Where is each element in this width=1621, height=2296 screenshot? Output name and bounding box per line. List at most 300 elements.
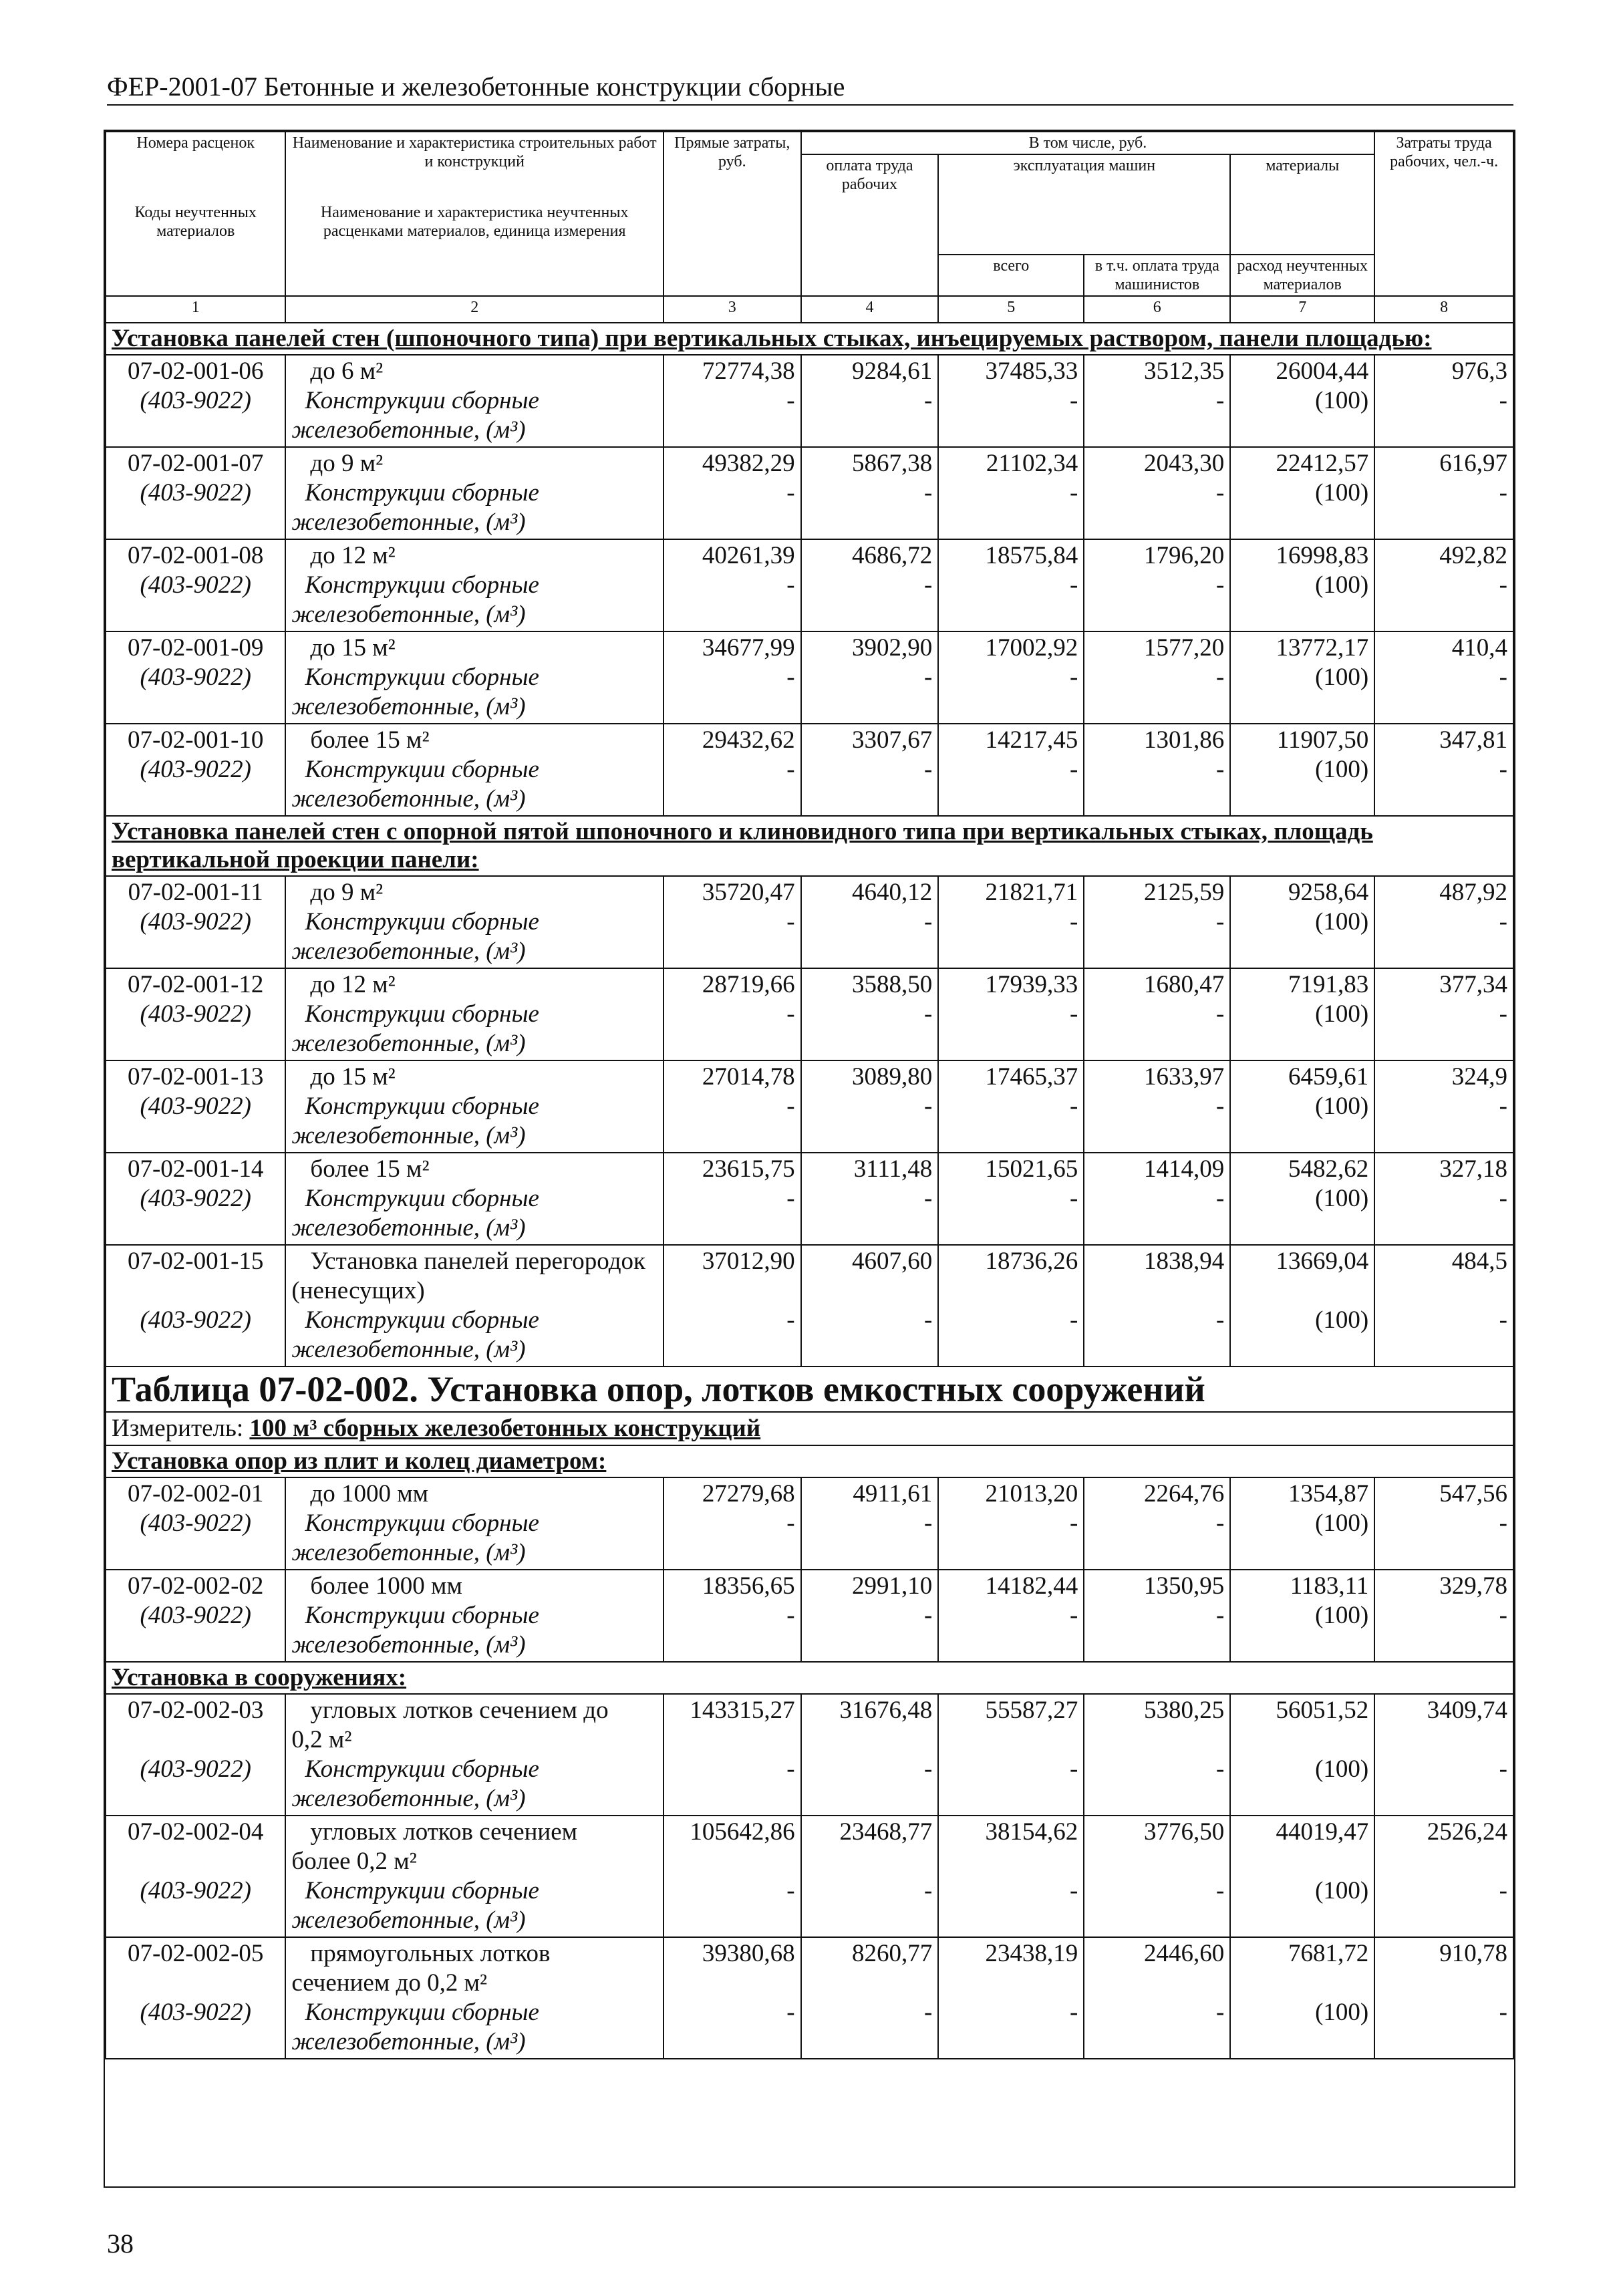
machinists-pay: 1414,09 (1144, 1155, 1225, 1183)
rate-code: 07-02-002-01 (127, 1480, 264, 1508)
direct-cost-extra: - (786, 1093, 795, 1120)
materials: 1183,11 (1290, 1572, 1369, 1600)
work-name-cell (285, 447, 664, 539)
direct-cost: 27014,78 (702, 1063, 795, 1091)
materials-cell (1230, 539, 1374, 631)
machines-total-extra: - (1069, 479, 1078, 507)
labor-hours-extra: - (1499, 571, 1507, 599)
work-name-cell (285, 1245, 664, 1367)
col-total-header: всего (938, 255, 1084, 296)
labor-pay: 4640,12 (852, 879, 933, 906)
machinists-pay-cell (1084, 447, 1230, 539)
section-title: Установка панелей стен (шпоночного типа) при вертикальных стыках, инъецируемых раствором, панели площадью: (112, 325, 1432, 352)
labor-pay: 4686,72 (852, 542, 933, 569)
materials-extra: (100) (1315, 1602, 1369, 1629)
machines-total-cell (938, 1570, 1084, 1662)
spacer (1236, 1725, 1368, 1755)
rate-code: 07-02-001-06 (127, 357, 264, 385)
labor-hours-cell (1374, 539, 1513, 631)
column-number: 2 (285, 296, 664, 323)
machines-total-cell (938, 1153, 1084, 1245)
work-name: угловых лотков сечением (310, 1818, 578, 1846)
machines-total: 38154,62 (985, 1818, 1078, 1846)
column-number: 4 (801, 296, 939, 323)
labor-hours-cell (1374, 1937, 1513, 2059)
materials: 7681,72 (1288, 1940, 1369, 1967)
col-name-header: Наименование и характеристика строительных работ и конструкций Наименование и характеристика неучтенных расценками материалов, единица измерения (285, 132, 664, 296)
direct-cost-cell (664, 1816, 801, 1937)
materials-extra: (100) (1315, 756, 1369, 783)
work-name: до 9 м² (310, 450, 384, 477)
direct-cost-cell (664, 1245, 801, 1367)
machinists-pay: 2043,30 (1144, 450, 1225, 477)
direct-cost-cell (664, 1570, 801, 1662)
direct-cost-extra: - (786, 1510, 795, 1537)
machines-total: 17002,92 (985, 634, 1078, 662)
col-machinists-header: в т.ч. оплата труда машинистов (1084, 255, 1230, 296)
direct-cost-extra: - (786, 1877, 795, 1904)
labor-hours-extra: - (1499, 908, 1507, 936)
spacer (944, 1969, 1078, 1998)
machinists-pay-extra: - (1215, 479, 1225, 507)
table-row (106, 539, 1513, 631)
labor-pay-extra: - (923, 571, 933, 599)
material-code: (403-9022) (140, 1000, 251, 1028)
labor-hours: 547,56 (1439, 1480, 1507, 1508)
materials-cell (1230, 1477, 1374, 1570)
materials: 16998,83 (1276, 542, 1369, 569)
labor-pay-extra: - (923, 1999, 933, 2026)
machinists-pay-extra: - (1215, 1306, 1225, 1334)
section-heading (106, 1445, 1513, 1477)
work-name-cell (285, 1937, 664, 2059)
material-code: (403-9022) (140, 1602, 251, 1629)
direct-cost-cell (664, 1477, 801, 1570)
materials: 13772,17 (1276, 634, 1369, 662)
labor-hours: 976,3 (1451, 357, 1507, 385)
materials-cell (1230, 631, 1374, 724)
labor-hours-extra: - (1499, 664, 1507, 691)
work-name-cont: (ненесущих) (291, 1277, 425, 1304)
materials-cell (1230, 1694, 1374, 1816)
section-title: Установка в сооружениях: (112, 1664, 407, 1691)
rate-code: 07-02-002-04 (127, 1818, 264, 1846)
labor-pay-extra: - (923, 1093, 933, 1120)
machinists-pay-extra: - (1215, 1877, 1225, 1904)
material-name: Конструкции сборные (305, 1306, 539, 1334)
materials: 7191,83 (1288, 971, 1369, 998)
spacer (670, 1969, 795, 1998)
column-number: 1 (106, 296, 285, 323)
materials-cell (1230, 447, 1374, 539)
machinists-pay: 5380,25 (1144, 1697, 1225, 1724)
labor-pay: 3089,80 (852, 1063, 933, 1091)
material-unit: железобетонные, (м³) (291, 1785, 526, 1812)
materials: 9258,64 (1288, 879, 1369, 906)
material-name: Конструкции сборные (305, 1185, 539, 1212)
labor-pay-extra: - (923, 387, 933, 414)
labor-pay: 4911,61 (853, 1480, 933, 1508)
work-name-cell (285, 1153, 664, 1245)
machines-total: 23438,19 (985, 1940, 1078, 1967)
material-name: Конструкции сборные (305, 1877, 539, 1904)
material-unit: железобетонные, (м³) (291, 509, 526, 536)
direct-cost: 27279,68 (702, 1480, 795, 1508)
material-code: (403-9022) (140, 1999, 251, 2026)
col-labor-costs-header: Затраты труда рабочих, чел.-ч. (1374, 132, 1513, 296)
table-row (106, 968, 1513, 1060)
direct-cost-extra: - (786, 756, 795, 783)
rate-code-cell (106, 1570, 285, 1662)
rate-code: 07-02-001-12 (127, 971, 264, 998)
machines-total-cell (938, 1937, 1084, 2059)
labor-pay-extra: - (923, 479, 933, 507)
machines-total: 21102,34 (986, 450, 1078, 477)
spacer (807, 1276, 933, 1306)
machinists-pay-cell (1084, 1570, 1230, 1662)
material-name: Конструкции сборные (305, 1000, 539, 1028)
material-code: (403-9022) (140, 1510, 251, 1537)
section-title: Установка панелей стен с опорной пятой шпоночного и клиновидного типа при вертикальных стыках, площадь вертикальной проекции панели: (112, 818, 1373, 873)
machinists-pay-cell (1084, 1816, 1230, 1937)
labor-hours: 487,92 (1439, 879, 1507, 906)
material-name: Конструкции сборные (305, 1999, 539, 2026)
materials: 1354,87 (1288, 1480, 1369, 1508)
materials-extra: (100) (1315, 479, 1369, 507)
machines-total-extra: - (1069, 1093, 1078, 1120)
table-row (106, 1477, 1513, 1570)
machinists-pay-extra: - (1215, 756, 1225, 783)
direct-cost-cell (664, 1694, 801, 1816)
machinists-pay-extra: - (1215, 908, 1225, 936)
rate-code: 07-02-001-07 (127, 450, 264, 477)
materials-extra: (100) (1315, 1755, 1369, 1783)
machines-total-extra: - (1069, 571, 1078, 599)
direct-cost-extra: - (786, 1602, 795, 1629)
labor-hours-cell (1374, 1694, 1513, 1816)
labor-hours-extra: - (1499, 1999, 1507, 2026)
direct-cost-cell (664, 447, 801, 539)
machines-total-extra: - (1069, 756, 1078, 783)
spacer (1380, 1847, 1507, 1876)
machines-total: 14182,44 (985, 1572, 1078, 1600)
materials-cell (1230, 1153, 1374, 1245)
machinists-pay-extra: - (1215, 1000, 1225, 1028)
machinists-pay-extra: - (1215, 1755, 1225, 1783)
labor-hours: 327,18 (1439, 1155, 1507, 1183)
labor-hours-cell (1374, 355, 1513, 447)
machinists-pay-cell (1084, 1477, 1230, 1570)
machinists-pay-cell (1084, 1937, 1230, 2059)
labor-hours: 410,4 (1451, 634, 1507, 662)
labor-hours: 910,78 (1439, 1940, 1507, 1967)
machinists-pay-cell (1084, 876, 1230, 968)
materials: 13669,04 (1276, 1248, 1369, 1275)
labor-pay-cell (801, 631, 939, 724)
material-name: Конструкции сборные (305, 664, 539, 691)
materials-extra: (100) (1315, 1999, 1369, 2026)
machinists-pay: 2125,59 (1144, 879, 1225, 906)
machines-total-cell (938, 1816, 1084, 1937)
direct-cost-extra: - (786, 1999, 795, 2026)
direct-cost-extra: - (786, 387, 795, 414)
work-name-cell (285, 631, 664, 724)
spacer (112, 1725, 279, 1755)
materials-extra: (100) (1315, 1093, 1369, 1120)
machines-total: 21013,20 (985, 1480, 1078, 1508)
direct-cost-cell (664, 355, 801, 447)
table-body-07-02-002 (106, 1445, 1513, 2059)
section-heading (106, 816, 1513, 876)
section-title: Установка опор из плит и колец диаметром: (112, 1447, 607, 1475)
direct-cost-cell (664, 539, 801, 631)
machines-total-extra: - (1069, 1185, 1078, 1212)
table-body-07-02-001 (106, 323, 1513, 1367)
labor-pay-extra: - (923, 1000, 933, 1028)
machines-total-extra: - (1069, 1877, 1078, 1904)
work-name: до 6 м² (310, 357, 384, 385)
labor-hours: 347,81 (1439, 726, 1507, 754)
spacer (670, 1847, 795, 1876)
labor-pay: 4607,60 (852, 1248, 933, 1275)
direct-cost: 40261,39 (702, 542, 795, 569)
labor-hours-cell (1374, 447, 1513, 539)
rate-code-cell (106, 724, 285, 816)
labor-hours-extra: - (1499, 1755, 1507, 1783)
direct-cost-extra: - (786, 571, 795, 599)
labor-pay: 3588,50 (852, 971, 933, 998)
work-name: до 12 м² (310, 542, 396, 569)
material-code: (403-9022) (140, 387, 251, 414)
rate-code: 07-02-001-15 (127, 1248, 264, 1275)
rate-code-cell (106, 1245, 285, 1367)
material-name: Конструкции сборные (305, 479, 539, 507)
labor-hours-cell (1374, 1816, 1513, 1937)
rate-code: 07-02-001-08 (127, 542, 264, 569)
col-codes-header: Номера расценок Коды неучтенных материалов (106, 132, 285, 296)
rate-code-cell (106, 1816, 285, 1937)
labor-hours-cell (1374, 1477, 1513, 1570)
machinists-pay-cell (1084, 355, 1230, 447)
work-name: до 9 м² (310, 879, 384, 906)
work-name-cont: сечением до 0,2 м² (291, 1969, 488, 1997)
price-table-frame (104, 130, 1515, 2188)
labor-hours-extra: - (1499, 1185, 1507, 1212)
materials-extra: (100) (1315, 1185, 1369, 1212)
work-name-cell (285, 1060, 664, 1153)
labor-pay: 2991,10 (852, 1572, 933, 1600)
spacer (944, 1847, 1078, 1876)
machines-total-extra: - (1069, 1602, 1078, 1629)
labor-hours: 484,5 (1451, 1248, 1507, 1275)
labor-hours-extra: - (1499, 1510, 1507, 1537)
labor-pay: 23468,77 (839, 1818, 933, 1846)
rate-code-cell (106, 876, 285, 968)
labor-pay-cell (801, 355, 939, 447)
labor-pay: 8260,77 (852, 1940, 933, 1967)
direct-cost-extra: - (786, 1755, 795, 1783)
rate-code-cell (106, 1060, 285, 1153)
labor-hours-cell (1374, 1153, 1513, 1245)
material-code: (403-9022) (140, 756, 251, 783)
material-code: (403-9022) (140, 1306, 251, 1334)
spacer (670, 1276, 795, 1306)
labor-hours-cell (1374, 724, 1513, 816)
machines-total: 37485,33 (985, 357, 1078, 385)
column-number: 6 (1084, 296, 1230, 323)
labor-hours-extra: - (1499, 1877, 1507, 1904)
work-name: более 1000 мм (310, 1572, 462, 1600)
column-number: 3 (664, 296, 801, 323)
labor-hours-cell (1374, 1060, 1513, 1153)
work-name: до 15 м² (310, 1063, 396, 1091)
material-name: Конструкции сборные (305, 571, 539, 599)
machines-total: 18575,84 (985, 542, 1078, 569)
material-code: (403-9022) (140, 1755, 251, 1783)
materials-extra: (100) (1315, 571, 1369, 599)
work-name-cont: более 0,2 м² (291, 1848, 417, 1875)
direct-cost-extra: - (786, 1000, 795, 1028)
labor-hours-extra: - (1499, 1093, 1507, 1120)
rate-code: 07-02-001-11 (128, 879, 263, 906)
work-name: более 15 м² (310, 1155, 430, 1183)
materials-extra: (100) (1315, 1000, 1369, 1028)
machines-total-extra: - (1069, 387, 1078, 414)
machines-total-extra: - (1069, 1999, 1078, 2026)
labor-pay: 5867,38 (852, 450, 933, 477)
material-code: (403-9022) (140, 1093, 251, 1120)
material-unit: железобетонные, (м³) (291, 1539, 526, 1566)
rate-code-cell (106, 968, 285, 1060)
machines-total-extra: - (1069, 1306, 1078, 1334)
spacer (1090, 1969, 1224, 1998)
column-numbers-row (106, 296, 1513, 323)
labor-pay-cell (801, 1694, 939, 1816)
labor-pay: 9284,61 (852, 357, 933, 385)
machines-total-cell (938, 631, 1084, 724)
col-mat-consumption-header: расход неучтенных материалов (1230, 255, 1374, 296)
materials-cell (1230, 968, 1374, 1060)
materials-extra: (100) (1315, 1510, 1369, 1537)
rate-code-cell (106, 1694, 285, 1816)
section-heading-row (106, 816, 1513, 876)
material-unit: железобетонные, (м³) (291, 1336, 526, 1363)
labor-hours: 377,34 (1439, 971, 1507, 998)
labor-pay: 3111,48 (853, 1155, 933, 1183)
work-name-cont: 0,2 м² (291, 1726, 352, 1753)
machines-total: 55587,27 (985, 1697, 1078, 1724)
direct-cost: 72774,38 (702, 357, 795, 385)
material-unit: железобетонные, (м³) (291, 693, 526, 720)
direct-cost-extra: - (786, 1306, 795, 1334)
spacer (1236, 1276, 1368, 1306)
labor-pay-extra: - (923, 664, 933, 691)
materials: 26004,44 (1276, 357, 1369, 385)
table-meter: Измеритель: 100 м³ сборных железобетонных конструкций (106, 1412, 1513, 1445)
material-code: (403-9022) (140, 1877, 251, 1904)
rate-code-cell (106, 539, 285, 631)
materials-extra: (100) (1315, 387, 1369, 414)
section-heading-row (106, 323, 1513, 355)
table-row (106, 1937, 1513, 2059)
direct-cost-cell (664, 1060, 801, 1153)
machines-total-cell (938, 1694, 1084, 1816)
machinists-pay: 1301,86 (1144, 726, 1225, 754)
labor-hours: 324,9 (1451, 1063, 1507, 1091)
work-name: до 1000 мм (310, 1480, 429, 1508)
machinists-pay-cell (1084, 1060, 1230, 1153)
labor-hours: 616,97 (1439, 450, 1507, 477)
materials-cell (1230, 1060, 1374, 1153)
materials: 6459,61 (1288, 1063, 1369, 1091)
machinists-pay-extra: - (1215, 571, 1225, 599)
direct-cost: 49382,29 (702, 450, 795, 477)
labor-hours-cell (1374, 968, 1513, 1060)
labor-pay-cell (801, 1245, 939, 1367)
work-name-cell (285, 1570, 664, 1662)
section-heading-row (106, 1445, 1513, 1477)
labor-hours-extra: - (1499, 1000, 1507, 1028)
work-name-cell (285, 1816, 664, 1937)
materials-cell (1230, 1570, 1374, 1662)
price-table (105, 131, 1514, 2059)
work-name: до 15 м² (310, 634, 396, 662)
labor-pay: 3307,67 (852, 726, 933, 754)
work-name-cell (285, 876, 664, 968)
table-row (106, 447, 1513, 539)
machines-total-extra: - (1069, 1000, 1078, 1028)
labor-pay-cell (801, 1060, 939, 1153)
direct-cost-cell (664, 876, 801, 968)
rate-code: 07-02-002-02 (127, 1572, 264, 1600)
machinists-pay-extra: - (1215, 664, 1225, 691)
rate-code: 07-02-002-03 (127, 1697, 264, 1724)
rate-code-cell (106, 1937, 285, 2059)
section-heading (106, 1662, 1513, 1694)
table-row (106, 631, 1513, 724)
machines-total-cell (938, 1477, 1084, 1570)
direct-cost: 37012,90 (702, 1248, 795, 1275)
machines-total-cell (938, 876, 1084, 968)
labor-pay-cell (801, 447, 939, 539)
labor-hours-extra: - (1499, 1602, 1507, 1629)
materials-cell (1230, 1245, 1374, 1367)
col-machines-header: эксплуатация машин (938, 154, 1230, 255)
labor-pay-extra: - (923, 1185, 933, 1212)
material-code: (403-9022) (140, 1185, 251, 1212)
materials-cell (1230, 724, 1374, 816)
table-row (106, 1816, 1513, 1937)
direct-cost-extra: - (786, 664, 795, 691)
column-number: 8 (1374, 296, 1513, 323)
direct-cost: 23615,75 (702, 1155, 795, 1183)
machines-total-cell (938, 355, 1084, 447)
materials-cell (1230, 1816, 1374, 1937)
machinists-pay-cell (1084, 968, 1230, 1060)
rate-code: 07-02-001-14 (127, 1155, 264, 1183)
spacer (1380, 1276, 1507, 1306)
materials-cell (1230, 876, 1374, 968)
labor-pay: 3902,90 (852, 634, 933, 662)
materials-extra: (100) (1315, 1877, 1369, 1904)
page-header: ФЕР-2001-07 Бетонные и железобетонные конструкции сборные (107, 71, 1513, 106)
labor-pay-cell (801, 876, 939, 968)
page-number: 38 (107, 2229, 134, 2259)
machines-total-cell (938, 1245, 1084, 1367)
material-unit: железобетонные, (м³) (291, 1030, 526, 1057)
spacer (1090, 1725, 1224, 1755)
machinists-pay-cell (1084, 1694, 1230, 1816)
